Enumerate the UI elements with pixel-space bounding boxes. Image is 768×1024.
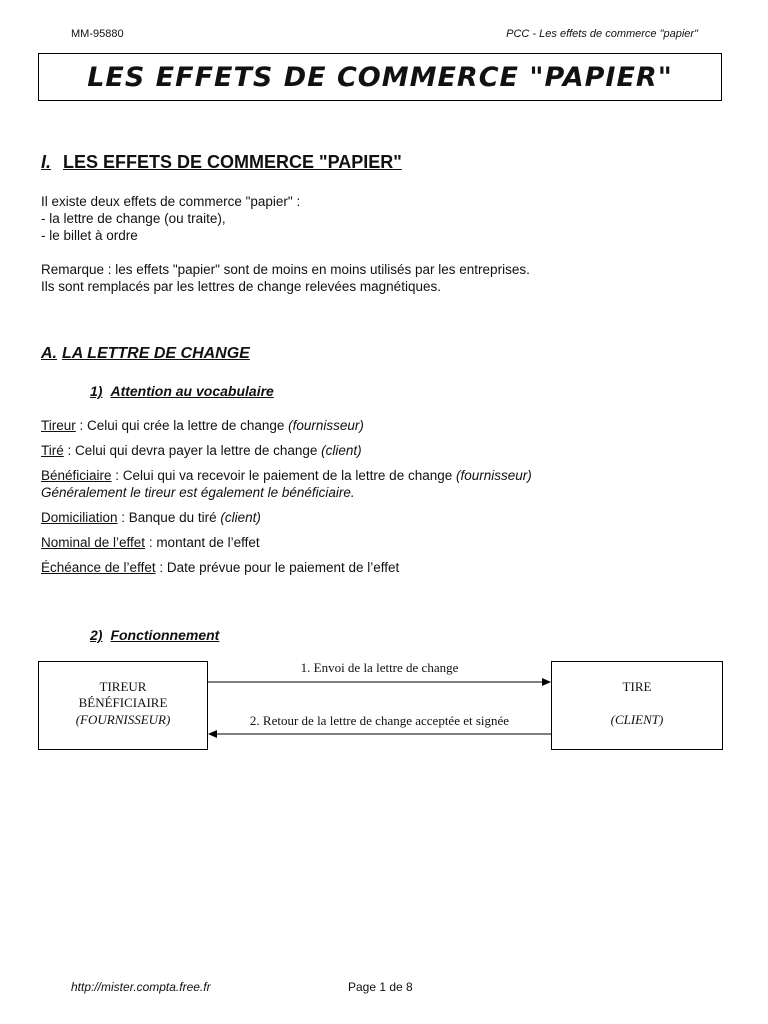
section-a-number: A. [41, 345, 57, 362]
term-row [41, 509, 261, 526]
term-label: Tireur [41, 418, 76, 433]
term-definition: : Banque du tiré [117, 510, 221, 525]
section-a-title: LA LETTRE DE CHANGE [62, 345, 250, 362]
tireur-label: TIREUR [99, 679, 147, 694]
tireur-box [38, 661, 208, 750]
subsection-1-number: 1) [90, 383, 103, 399]
header-doc-title: PCC - Les effets de commerce "papier" [506, 28, 698, 40]
beneficiaire-label: BÉNÉFICIAIRE [78, 695, 168, 710]
section-1-heading [41, 152, 402, 173]
page-title: LES EFFETS DE COMMERCE "PAPIER" [87, 61, 673, 93]
title-box [38, 53, 722, 101]
footer-url[interactable]: http://mister.compta.free.fr [71, 980, 211, 994]
subsection-2-heading [90, 627, 219, 643]
section-1-number: I. [41, 152, 52, 172]
flow-arrows [208, 672, 551, 742]
subsection-2-title: Fonctionnement [110, 627, 220, 643]
subsection-2-number: 2) [90, 627, 103, 643]
arrow-1-label: 1. Envoi de la lettre de change [300, 660, 459, 675]
section-1-remark-2: Ils sont remplacés par les lettres de change relevées magnétiques. [41, 279, 441, 294]
term-row [41, 417, 364, 434]
term-row [41, 559, 399, 576]
footer-page-number: Page 1 de 8 [348, 980, 413, 994]
section-1-item-1: - la lettre de change (ou traite), [41, 211, 226, 226]
client-label: (CLIENT) [610, 712, 664, 727]
term-definition: : Date prévue pour le paiement de l’effet [155, 560, 400, 575]
subsection-1-heading [90, 383, 274, 399]
term-row [41, 534, 260, 551]
term-extra-note: Généralement le tireur est également le bénéficiaire. [41, 485, 355, 500]
section-1-intro: Il existe deux effets de commerce "papier" : [41, 194, 301, 209]
term-label: Bénéficiaire [41, 468, 112, 483]
term-definition: : Celui qui crée la lettre de change [75, 418, 289, 433]
section-1-title: LES EFFETS DE COMMERCE "PAPIER" [63, 152, 402, 172]
header-doc-id: MM-95880 [71, 28, 124, 40]
tire-label: TIRE [622, 679, 652, 694]
term-label: Échéance de l’effet [41, 560, 156, 575]
fournisseur-label: (FOURNISSEUR) [75, 712, 171, 727]
arrow-right-icon [208, 678, 551, 686]
term-definition: : Celui qui va recevoir le paiement de la lettre de change [111, 468, 456, 483]
term-note: (client) [220, 510, 261, 525]
section-a-heading [41, 345, 250, 363]
arrow-2-label: 2. Retour de la lettre de change acceptée et signée [249, 713, 510, 728]
term-definition: : montant de l’effet [145, 535, 260, 550]
term-definition: : Celui qui devra payer la lettre de change [63, 443, 322, 458]
term-note: (fournisseur) [288, 418, 364, 433]
term-note: (fournisseur) [456, 468, 532, 483]
term-label: Tiré [41, 443, 64, 458]
subsection-1-title: Attention au vocabulaire [110, 383, 274, 399]
term-row [41, 442, 362, 459]
term-note: (client) [321, 443, 362, 458]
term-label: Domiciliation [41, 510, 118, 525]
section-1-remark-1: Remarque : les effets "papier" sont de moins en moins utilisés par les entreprises. [41, 262, 530, 277]
arrow-left-icon [208, 730, 551, 738]
term-row [41, 467, 532, 484]
tire-box [551, 661, 723, 750]
section-1-item-2: - le billet à ordre [41, 228, 138, 243]
term-label: Nominal de l’effet [41, 535, 146, 550]
